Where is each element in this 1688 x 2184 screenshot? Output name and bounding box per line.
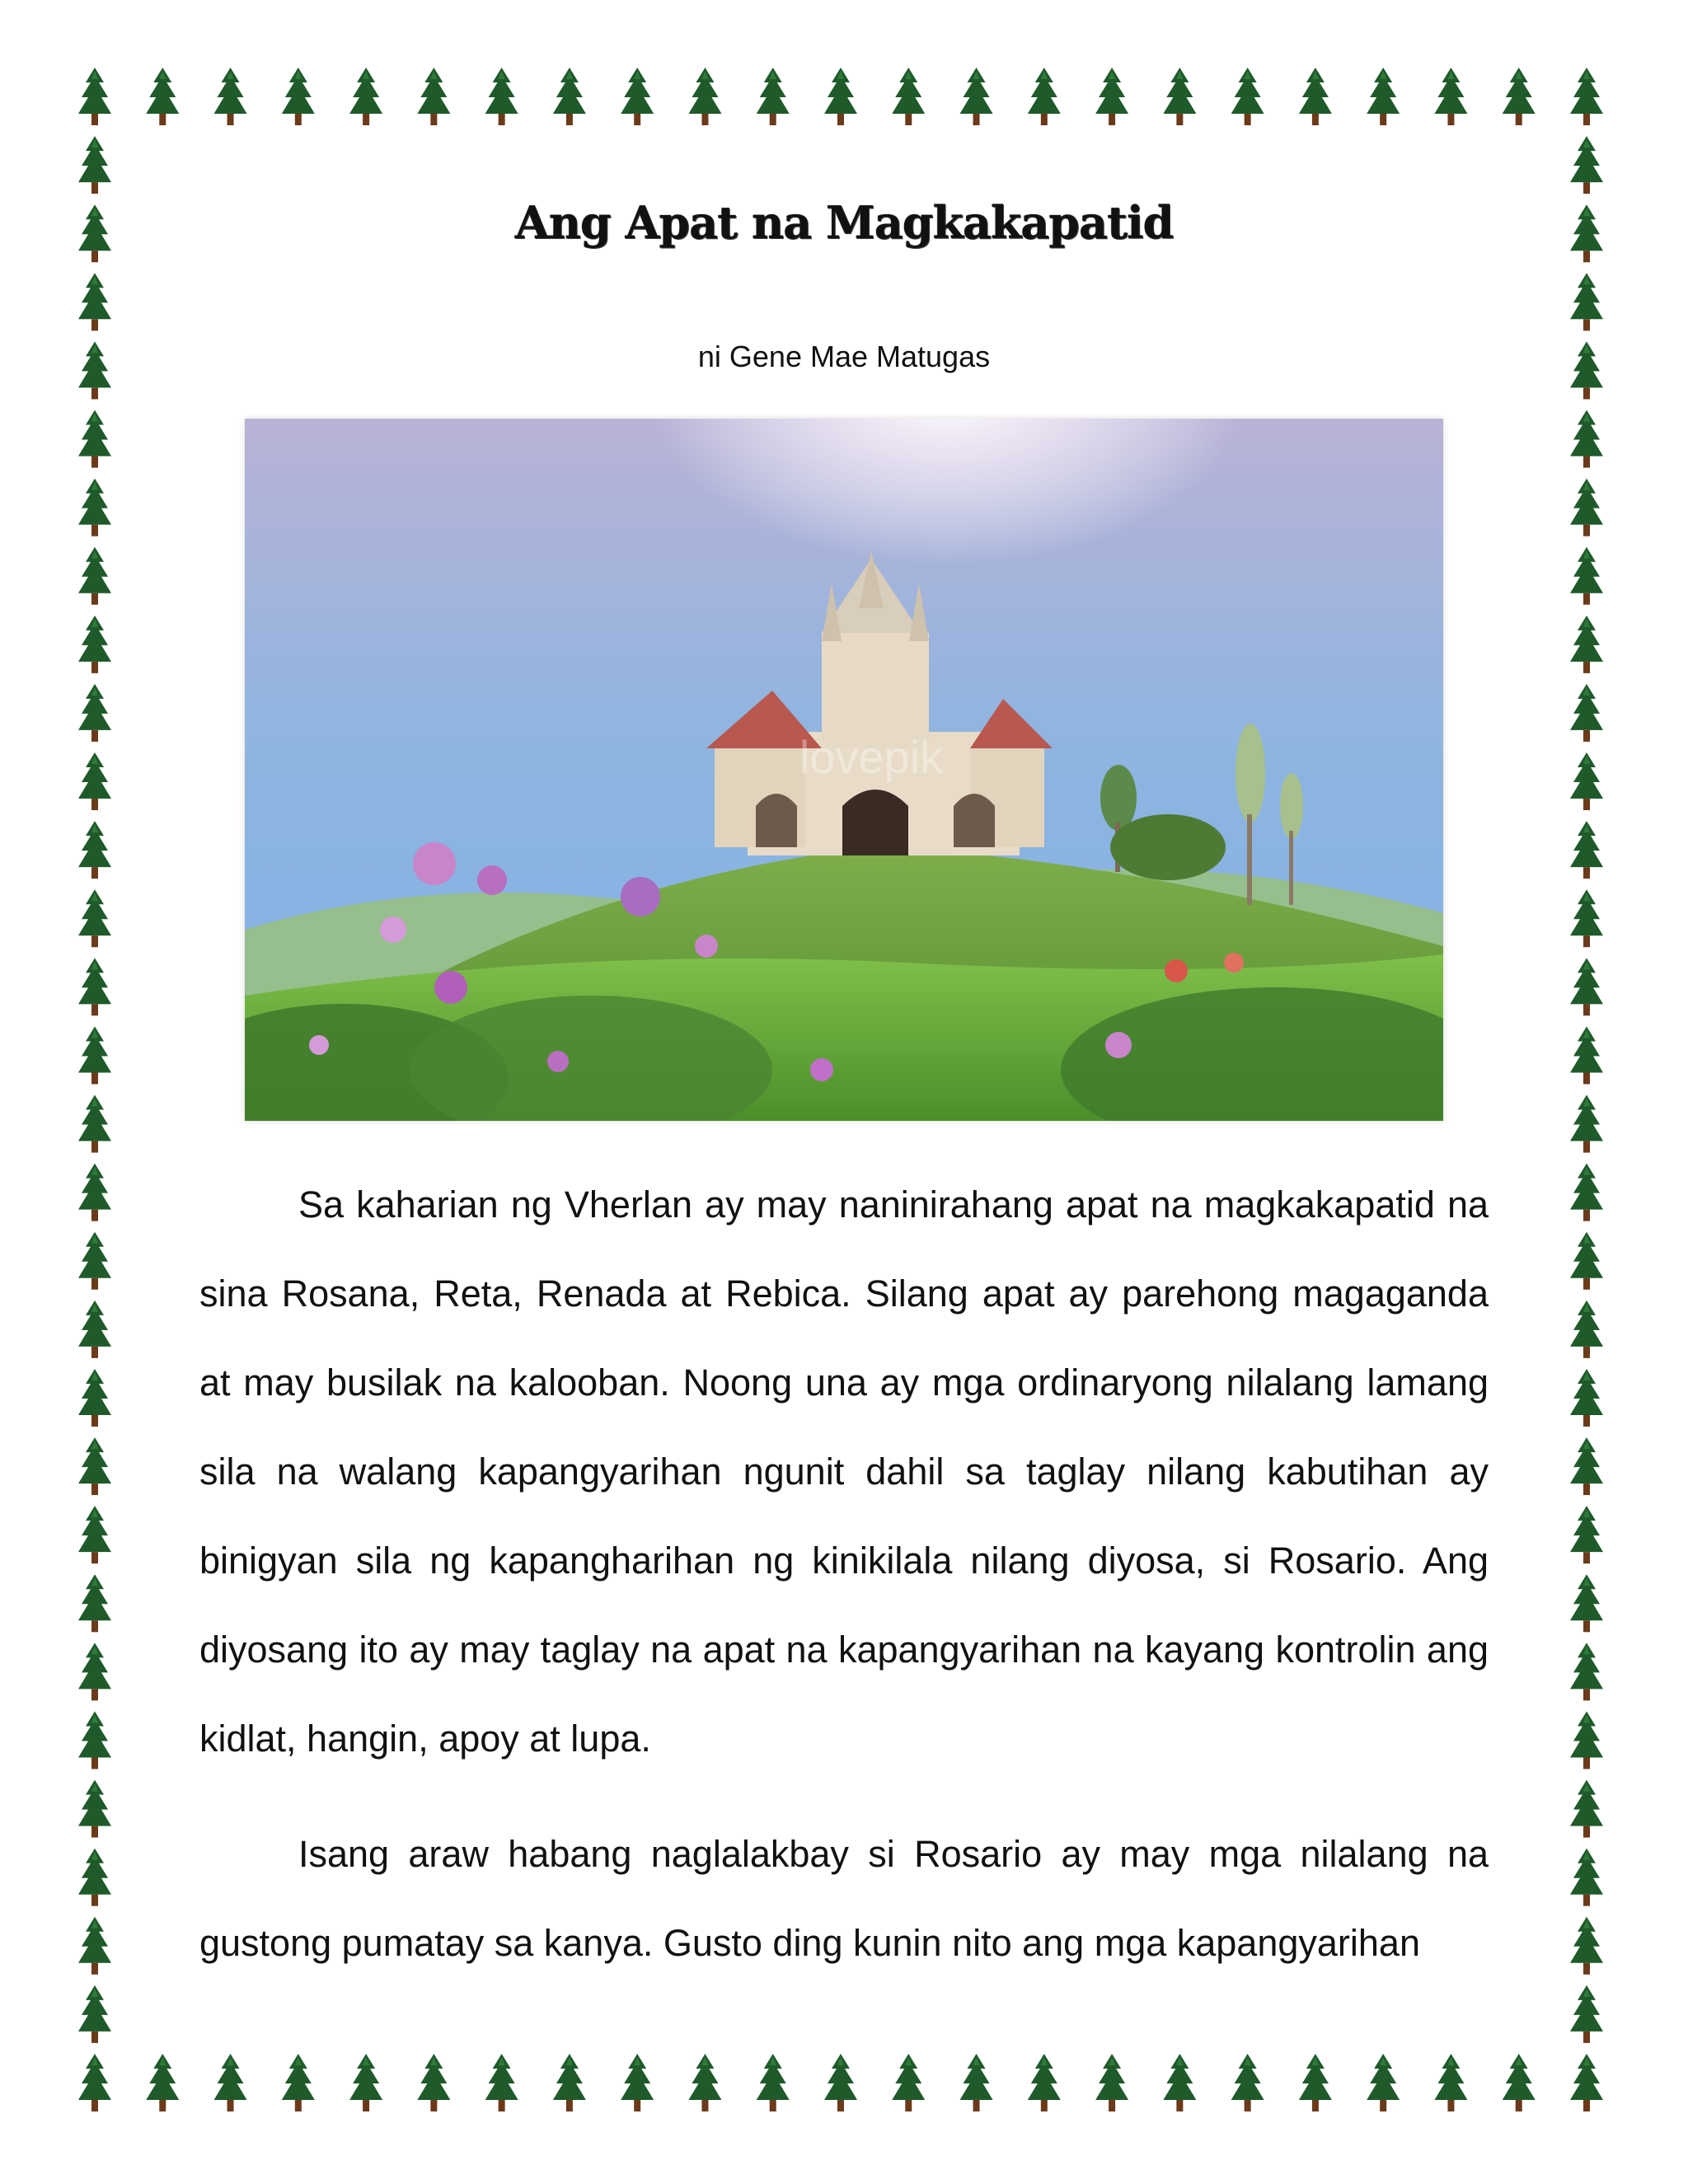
pine-tree-icon — [78, 1164, 111, 1221]
pine-tree-icon — [78, 1369, 111, 1427]
story-title: Ang Apat na Magkakapatid — [514, 196, 1174, 249]
pine-tree-icon — [78, 1232, 111, 1290]
pine-tree-icon — [621, 2054, 654, 2111]
pine-tree-icon — [1163, 68, 1196, 125]
pine-tree-icon — [1570, 410, 1603, 468]
pine-tree-icon — [78, 1711, 111, 1769]
pine-tree-icon — [146, 68, 179, 125]
pine-tree-icon — [1163, 2054, 1196, 2111]
pine-tree-icon — [417, 2054, 450, 2111]
pine-tree-icon — [1028, 2054, 1061, 2111]
pine-tree-icon — [78, 2054, 111, 2111]
pine-tree-icon — [78, 1574, 111, 1632]
pine-tree-icon — [78, 1643, 111, 1700]
pine-tree-icon — [1570, 1232, 1603, 1290]
pine-tree-icon — [1570, 1917, 1603, 1975]
pine-tree-icon — [1570, 684, 1603, 742]
pine-tree-icon — [960, 68, 993, 125]
castle-on-hill-illustration — [245, 419, 1443, 1121]
pine-tree-icon — [553, 68, 586, 125]
pine-tree-icon — [78, 410, 111, 468]
pine-tree-icon — [892, 2054, 925, 2111]
pine-tree-icon — [78, 1917, 111, 1975]
pine-tree-icon — [78, 958, 111, 1015]
pine-tree-icon — [1299, 2054, 1332, 2111]
pine-tree-icon — [78, 752, 111, 810]
pine-tree-icon — [485, 2054, 518, 2111]
pine-tree-icon — [824, 2054, 857, 2111]
pine-tree-icon — [1570, 1711, 1603, 1769]
pine-tree-icon — [78, 1301, 111, 1358]
pine-tree-icon — [214, 2054, 247, 2111]
pine-tree-icon — [1570, 547, 1603, 605]
pine-tree-icon — [485, 68, 518, 125]
pine-tree-icon — [1570, 1574, 1603, 1632]
paragraph-1: Sa kaharian ng Vherlan ay may naninirahang apat na magkakapatid na sina Rosana, Reta, Renada at Rebica. Silang apat ay parehong magaganda at may busilak na kalooban. Noong una ay mga ordinaryong nilalang lamang sila na walang kapangyarihan ngunit dahil sa taglay nilang kabutihan ay binigyan sila ng kapangharihan ng kinikilala nilang diyosa, si Rosario. Ang diyosang ito ay may taglay na apat na kapangyarihan na kayang kontrolin ang kidlat, hangin, apoy at lupa. — [199, 1183, 1489, 1760]
pine-tree-icon — [78, 547, 111, 605]
pine-tree-icon — [1570, 752, 1603, 810]
pine-tree-icon — [757, 2054, 790, 2111]
pine-tree-icon — [1570, 1437, 1603, 1495]
pine-tree-icon — [78, 1849, 111, 1906]
pine-tree-icon — [1570, 1301, 1603, 1358]
pine-tree-icon — [1570, 2054, 1603, 2111]
pine-tree-icon — [1570, 136, 1603, 194]
pine-tree-icon — [78, 889, 111, 947]
pine-tree-icon — [1095, 68, 1128, 125]
pine-tree-icon — [1570, 273, 1603, 330]
pine-tree-icon — [1367, 68, 1400, 125]
paragraph-2: Isang araw habang naglalakbay si Rosario ay may mga nilalang na gustong pumatay sa kanya. Gusto ding kunin nito ang mga kapangyarihan — [199, 1833, 1489, 1964]
pine-tree-icon — [1570, 1643, 1603, 1700]
pine-tree-icon — [1231, 2054, 1264, 2111]
pine-tree-icon — [1570, 479, 1603, 537]
pine-tree-icon — [1299, 68, 1332, 125]
pine-tree-icon — [1570, 616, 1603, 673]
pine-tree-icon — [688, 68, 721, 125]
pine-tree-icon — [1503, 2054, 1536, 2111]
pine-tree-icon — [78, 1506, 111, 1563]
pine-tree-icon — [78, 684, 111, 742]
pine-tree-icon — [1570, 68, 1603, 125]
pine-tree-icon — [1570, 1164, 1603, 1221]
pine-tree-icon — [78, 1095, 111, 1153]
lovepik-watermark: lovepik — [799, 731, 944, 783]
pine-tree-icon — [1434, 2054, 1467, 2111]
pine-tree-icon — [1570, 1506, 1603, 1563]
pine-tree-icon — [960, 2054, 993, 2111]
pine-tree-icon — [78, 1026, 111, 1084]
pine-tree-icon — [1570, 889, 1603, 947]
pine-tree-icon — [417, 68, 450, 125]
pine-tree-icon — [1570, 1780, 1603, 1838]
pine-tree-icon — [78, 273, 111, 330]
pine-tree-icon — [621, 68, 654, 125]
pine-tree-icon — [1231, 68, 1264, 125]
pine-tree-icon — [824, 68, 857, 125]
pine-tree-icon — [1503, 68, 1536, 125]
pine-tree-icon — [282, 68, 315, 125]
pine-tree-icon — [1028, 68, 1061, 125]
pine-tree-icon — [282, 2054, 315, 2111]
pine-tree-icon — [146, 2054, 179, 2111]
pine-tree-icon — [1570, 1026, 1603, 1084]
pine-tree-icon — [553, 2054, 586, 2111]
pine-tree-icon — [1095, 2054, 1128, 2111]
pine-tree-icon — [349, 68, 382, 125]
pine-tree-icon — [78, 821, 111, 879]
author-byline: ni Gene Mae Matugas — [697, 340, 991, 373]
pine-tree-icon — [78, 136, 111, 194]
pine-tree-icon — [1570, 1095, 1603, 1153]
pine-tree-icon — [688, 2054, 721, 2111]
pine-tree-icon — [78, 479, 111, 537]
pine-tree-icon — [1367, 2054, 1400, 2111]
pine-tree-icon — [78, 68, 111, 125]
pine-tree-icon — [1570, 1985, 1603, 2043]
pine-tree-icon — [349, 2054, 382, 2111]
pine-tree-icon — [78, 1780, 111, 1838]
pine-tree-icon — [78, 616, 111, 673]
pine-tree-icon — [892, 68, 925, 125]
pine-tree-icon — [78, 1437, 111, 1495]
pine-tree-icon — [1570, 1849, 1603, 1906]
pine-tree-icon — [214, 68, 247, 125]
pine-tree-icon — [78, 1985, 111, 2043]
pine-tree-icon — [757, 68, 790, 125]
pine-tree-icon — [1570, 821, 1603, 879]
pine-tree-icon — [1570, 1369, 1603, 1427]
pine-tree-icon — [1570, 958, 1603, 1015]
pine-tree-icon — [1434, 68, 1467, 125]
